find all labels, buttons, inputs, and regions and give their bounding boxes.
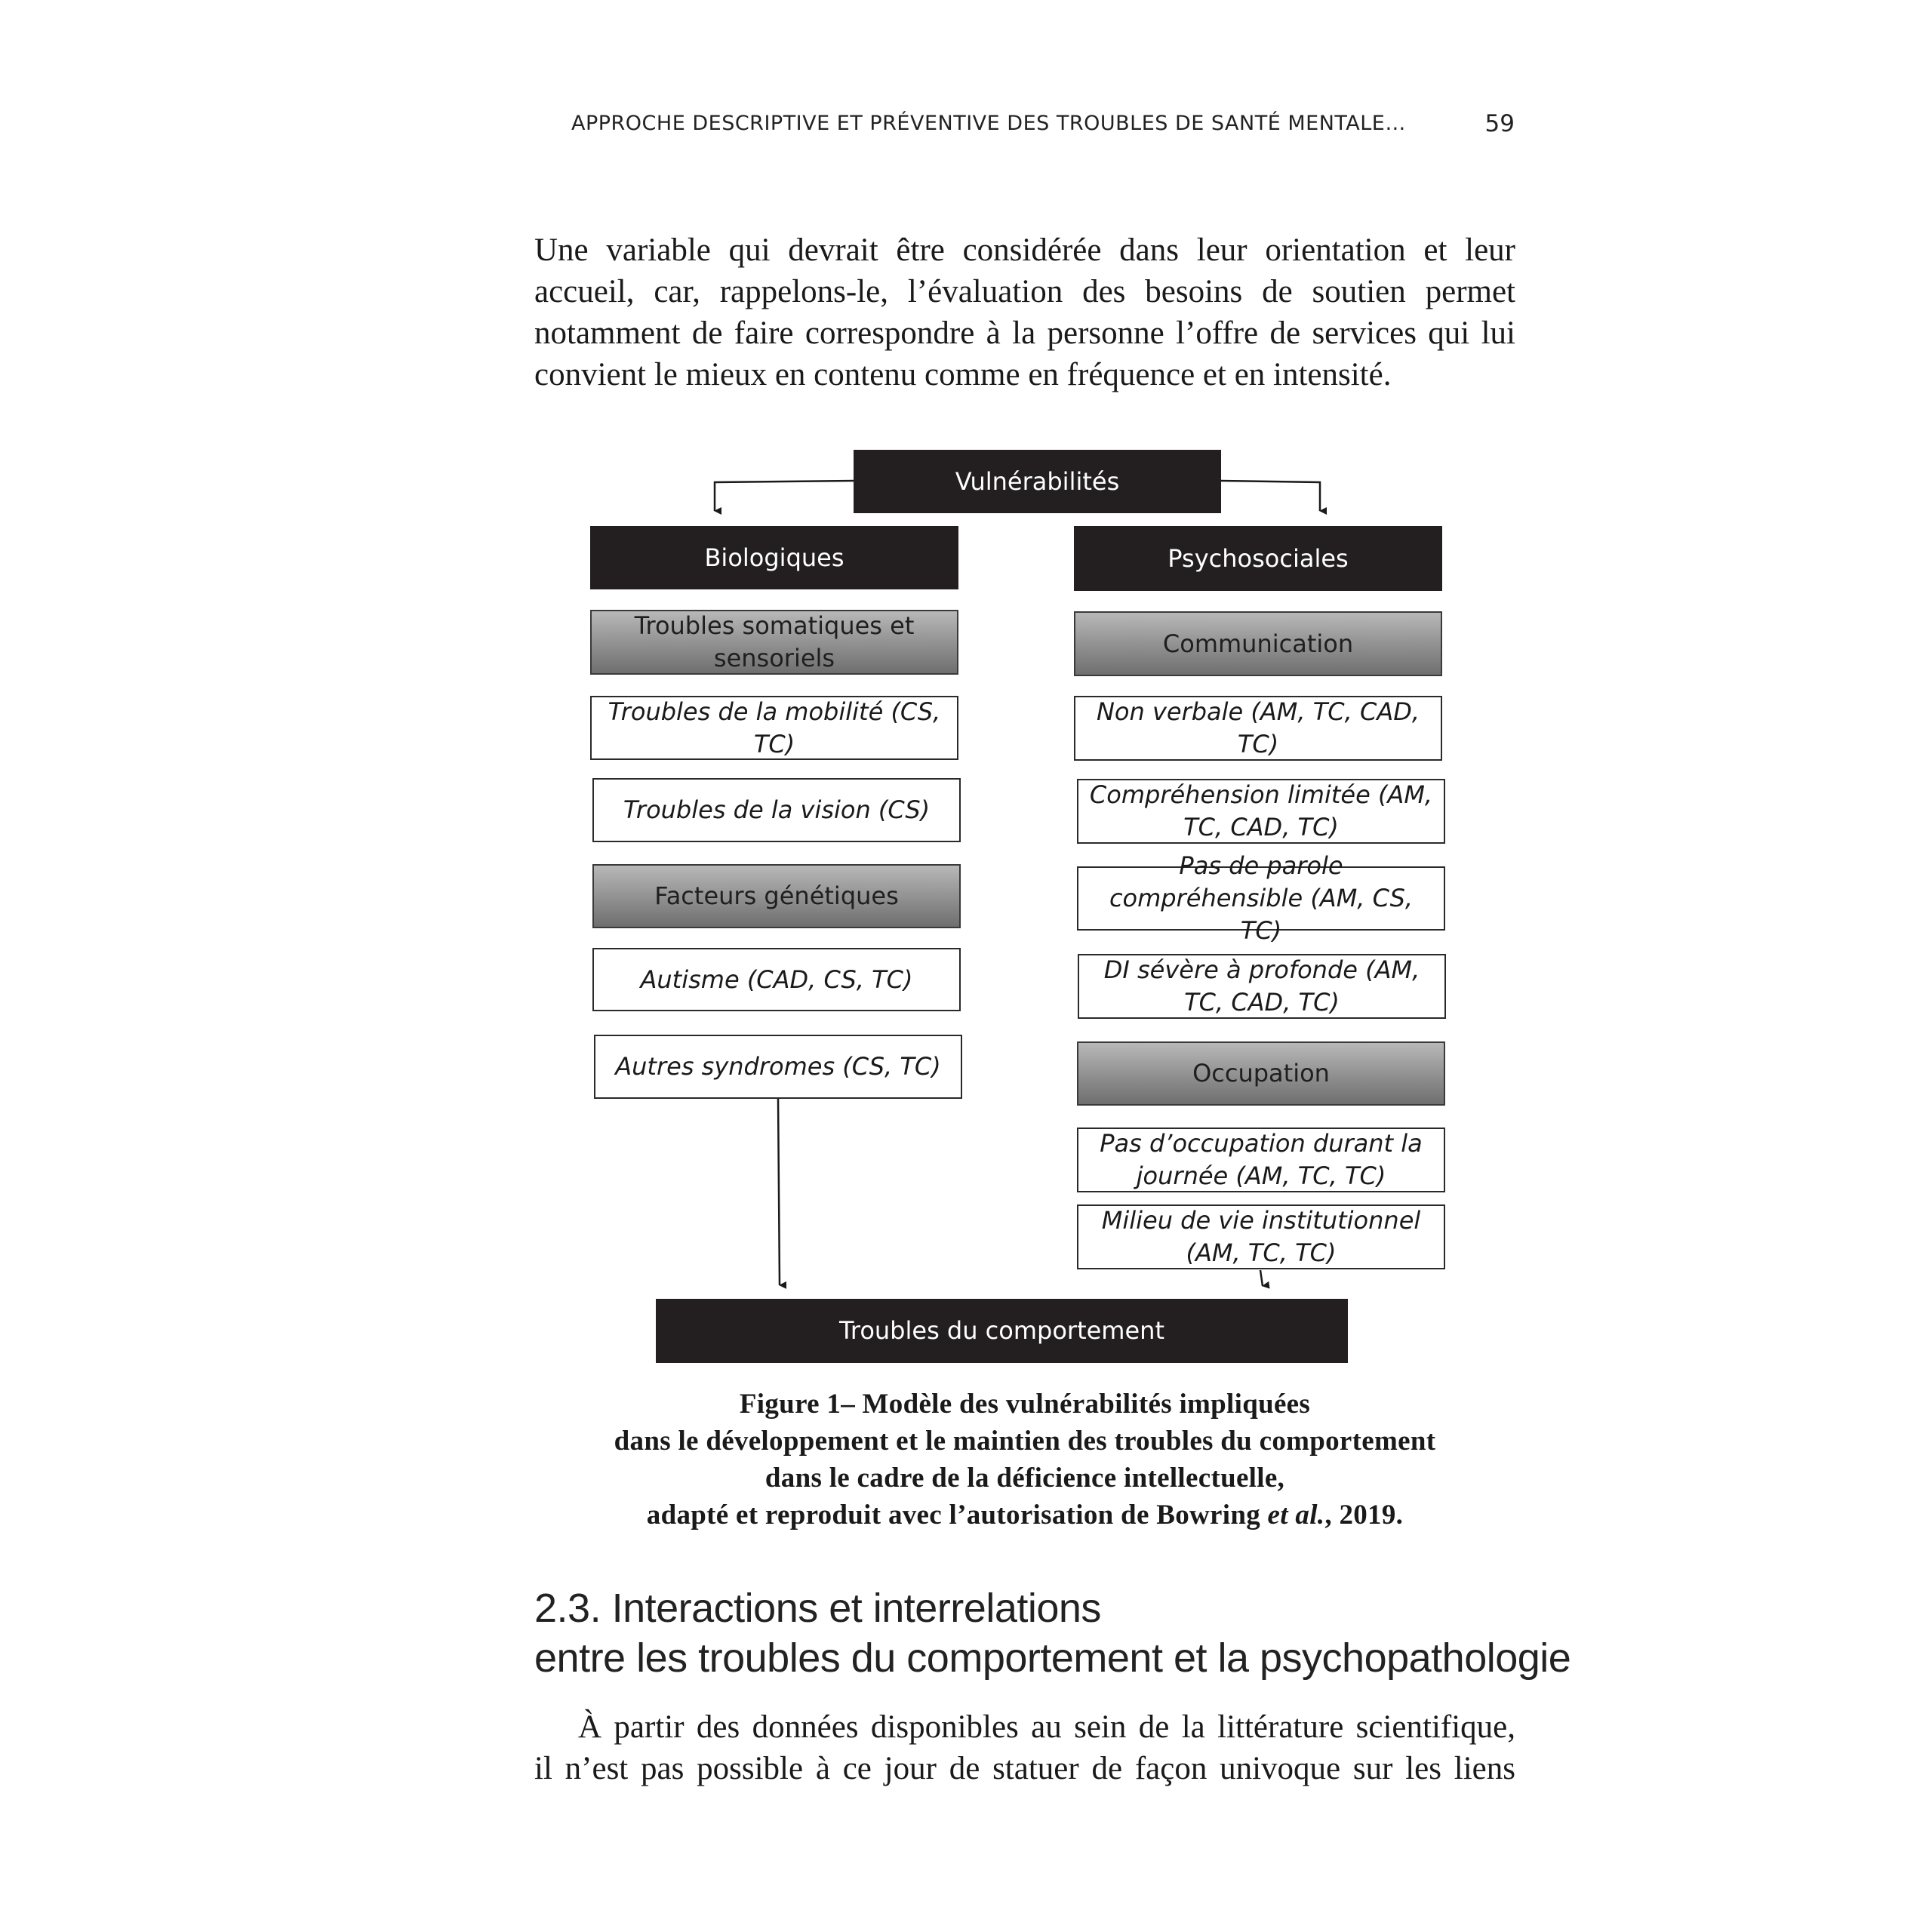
caption-line-3: dans le cadre de la déficience intellectuelle, (764, 1463, 1285, 1494)
caption-line-2: dans le développement et le maintien des troubles du comportement (614, 1426, 1436, 1457)
pas-de-parole-box: Pas de parole compréhensible (AM, CS, TC) (1077, 866, 1445, 931)
troubles-somatiques-category-box: Troubles somatiques et sensoriels (590, 610, 958, 675)
section-heading-line-2: entre les troubles du comportement et la psychopathologie (534, 1635, 1571, 1681)
intro-line-2: accueil, car, rappelons-le, l’évaluation des besoins de soutien permet (534, 274, 1515, 309)
non-verbale-box: Non verbale (AM, TC, CAD, TC) (1074, 696, 1442, 761)
running-title: APPROCHE DESCRIPTIVE ET PRÉVENTIVE DES TROUBLES DE SANTÉ MENTALE… (571, 112, 1406, 135)
comprehension-limitee-box: Compréhension limitée (AM, TC, CAD, TC) (1077, 779, 1445, 844)
autisme-box: Autisme (CAD, CS, TC) (592, 948, 961, 1011)
troubles-comportement-outcome-box: Troubles du comportement (656, 1299, 1348, 1363)
biologiques-header-box: Biologiques (590, 526, 958, 589)
communication-category-box: Communication (1074, 611, 1442, 676)
figure-caption (459, 1386, 1591, 1534)
occupation-category-box: Occupation (1077, 1041, 1445, 1106)
caption-line-1: Figure 1– Modèle des vulnérabilités impliquées (739, 1389, 1311, 1420)
troubles-mobilite-box: Troubles de la mobilité (CS, TC) (590, 696, 958, 760)
di-severe-box: DI sévère à profonde (AM, TC, CAD, TC) (1078, 954, 1446, 1019)
facteurs-genetiques-category-box: Facteurs génétiques (592, 864, 961, 928)
section-heading (534, 1583, 1591, 1683)
caption-line-4-start: adapté et reproduit avec l’autorisation de Bowring (646, 1500, 1268, 1531)
caption-line-4-end: , 2019. (1324, 1500, 1404, 1531)
section-paragraph-line-2: il n’est pas possible à ce jour de statuer de façon univoque sur les liens (534, 1751, 1515, 1786)
page-number: 59 (1484, 110, 1515, 137)
troubles-vision-box: Troubles de la vision (CS) (592, 778, 961, 842)
intro-line-1: Une variable qui devrait être considérée dans leur orientation et leur (534, 232, 1515, 268)
arrow-right-to-outcome (1260, 1270, 1263, 1286)
autres-syndromes-box: Autres syndromes (CS, TC) (594, 1035, 962, 1099)
intro-line-4: convient le mieux en contenu comme en fréquence et en intensité. (534, 357, 1392, 392)
section-heading-line-1: 2.3. Interactions et interrelations (534, 1586, 1101, 1631)
arrow-to-biologiques (715, 481, 855, 511)
psychosociales-header-box: Psychosociales (1074, 526, 1442, 591)
pas-occupation-box: Pas d’occupation durant la journée (AM, TC, TC) (1077, 1128, 1445, 1192)
section-paragraph-line-1: À partir des données disponibles au sein de la littérature scientifique, (578, 1709, 1515, 1745)
caption-et-al: et al. (1267, 1500, 1325, 1531)
caption-line-4 (459, 1497, 1591, 1534)
arrow-left-to-outcome (778, 1097, 780, 1285)
vulnerabilites-root-box: Vulnérabilités (854, 450, 1221, 513)
arrow-to-psychosociales (1220, 481, 1320, 511)
intro-line-3: notamment de faire correspondre à la personne l’offre de services qui lui (534, 315, 1515, 351)
milieu-institutionnel-box: Milieu de vie institutionnel (AM, TC, TC) (1077, 1204, 1445, 1269)
